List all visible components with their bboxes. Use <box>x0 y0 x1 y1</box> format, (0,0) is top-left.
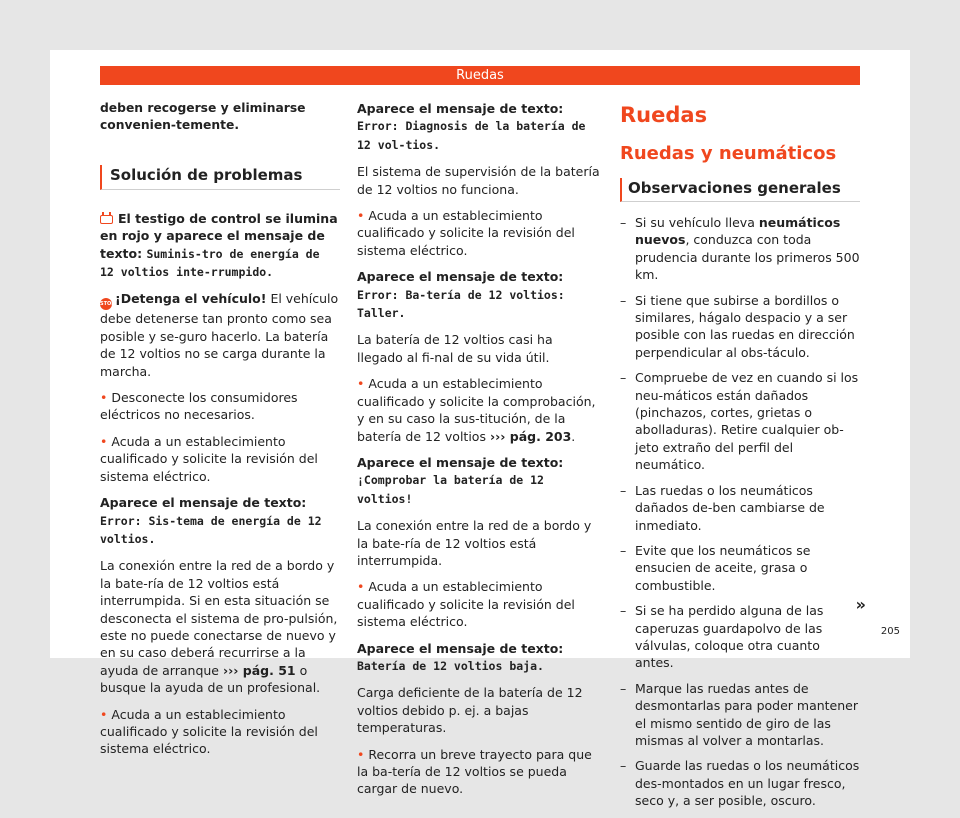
section-title: Solución de problemas <box>100 165 340 190</box>
page-number: 205 <box>880 626 900 637</box>
continue-marker-icon: » <box>855 595 866 614</box>
list-item <box>620 214 860 284</box>
bullet-text: Acuda a un establecimiento cualificado y solicite la revisión del sistema eléctrico. <box>357 579 575 630</box>
paragraph: El sistema de supervisión de la batería de 12 voltios no funciona. <box>357 164 600 197</box>
bullet-dot-icon: • <box>357 208 365 224</box>
warning-code: Suminis-tro de energía de 12 voltios inte-rrumpido. <box>100 246 320 280</box>
message-heading <box>357 640 602 676</box>
bullet-item <box>357 578 602 630</box>
bullet-dot-icon: • <box>100 390 108 406</box>
page-reference-link[interactable]: ››› pág. 203 <box>489 428 572 444</box>
bullet-text: Acuda a un establecimiento cualificado y solicite la revisión del sistema eléctrico. <box>100 433 318 484</box>
stop-label: ¡Detenga el vehículo! <box>115 291 267 307</box>
list-item-emphasis: neumáticos nuevos <box>635 215 841 248</box>
top-note: deben recogerse y eliminarse convenien-temente. <box>100 101 306 133</box>
bullet-item <box>357 207 602 259</box>
bullet-item <box>100 706 340 758</box>
warning-title <box>100 210 340 282</box>
column-right <box>620 100 860 818</box>
paragraph <box>100 557 340 696</box>
list-item-text: Si su vehículo lleva <box>635 215 755 230</box>
bullet-text: Acuda a un establecimiento cualificado y solicite la comprobación, y en su caso la sus-titución, de la batería de 12 voltios <box>357 376 596 444</box>
bullet-text: Acuda a un establecimiento cualificado y solicite la revisión del sistema eléctrico. <box>100 706 318 757</box>
bullet-text: Recorra un breve trayecto para que la ba-tería de 12 voltios se pueda cargar de nuevo. <box>357 746 592 797</box>
paragraph-text: La conexión entre la red de a bordo y la bate-ría de 12 voltios está interrumpida. Si en esta situación se desconecta el sistema de pro-pulsión, este no puede conectarse de nuevo y en su caso deberá recurrirse a la ayuda de arranque <box>100 558 338 678</box>
list-item: – Compruebe de vez en cuando si los neu-máticos están dañados (pinchazos, cortes, grietas o abolladuras). Retire cualquier ob-jeto extraño del perfil del neumático. <box>620 369 860 473</box>
warning-title-text: El testigo de control se ilumina en rojo y aparece el mensaje de texto: <box>100 210 338 261</box>
subsection-heading: Observaciones generales <box>620 178 860 202</box>
stop-paragraph <box>100 290 340 380</box>
list-item: – Si tiene que subirse a bordillos o similares, hágalo despacio y a ser posible con las ruedas en dirección perpendicular al obs-táculo. <box>620 292 860 362</box>
column-middle <box>357 100 602 807</box>
bullet-dot-icon: • <box>100 706 108 722</box>
paragraph: La batería de 12 voltios casi ha llegado al fi-nal de su vida útil. <box>357 332 553 365</box>
message-prefix: Aparece el mensaje de texto: <box>100 495 307 511</box>
page-reference-link[interactable]: ››› pág. 51 <box>222 662 296 678</box>
paragraph: La conexión entre la red de a bordo y la bate-ría de 12 voltios está interrumpida. <box>357 518 592 568</box>
chapter-title: Ruedas <box>620 103 708 127</box>
message-code: Error: Diagnosis de la batería de 12 vol-tios. <box>357 119 586 152</box>
message-prefix: Aparece el mensaje de texto: <box>357 101 564 116</box>
bullet-item <box>100 433 340 485</box>
message-heading <box>100 494 340 548</box>
bullet-dot-icon: • <box>357 376 365 392</box>
section-heading: Ruedas y neumáticos <box>620 143 837 164</box>
message-code: Error: Ba-tería de 12 voltios: Taller. <box>357 287 565 321</box>
battery-warning-lamp-icon <box>100 215 113 224</box>
bullet-item: • Acuda a un establecimiento cualificado y solicite la comprobación, y en su caso la sus-titución, de la batería de 12 voltios ››› pág. 203. <box>357 376 596 444</box>
bullet-dot-icon: • <box>357 746 365 762</box>
list-item: – Las ruedas o los neumáticos dañados de-ben cambiarse de inmediato. <box>620 482 860 534</box>
message-heading <box>357 454 602 508</box>
column-left <box>100 100 340 767</box>
list-item: – Evite que los neumáticos se ensucien de aceite, grasa o combustible. <box>620 542 860 594</box>
advice-list <box>620 214 860 810</box>
bullet-item <box>357 746 602 798</box>
stop-icon: STOP <box>100 298 112 310</box>
paragraph: Carga deficiente de la batería de 12 voltios debido p. ej. a bajas temperaturas. <box>357 685 583 736</box>
chapter-header: Ruedas <box>100 66 860 85</box>
bullet-dot-icon: • <box>100 433 108 449</box>
list-item: – Guarde las ruedas o los neumáticos des-montados en un lugar fresco, seco y, a ser posible, oscuro. <box>620 757 860 809</box>
message-prefix: Aparece el mensaje de texto: <box>357 454 564 470</box>
bullet-text: Desconecte los consumidores eléctricos no necesarios. <box>100 390 298 423</box>
bullet-dot-icon: • <box>357 579 365 595</box>
message-heading <box>357 100 602 154</box>
stop-text: El vehículo debe detenerse tan pronto como sea posible y se-guro hacerlo. La batería de 12 voltios no se carga durante la marcha. <box>100 291 339 379</box>
list-item: – Si se ha perdido alguna de las caperuzas guardapolvo de las válvulas, coloque otra cuanto antes. <box>620 602 860 672</box>
paragraph-text: o busque la ayuda de un profesional. <box>100 662 321 696</box>
message-code: Error: Sis-tema de energía de 12 voltios. <box>100 513 322 546</box>
list-item-text: , conduzca con toda prudencia durante los primeros 500 km. <box>635 232 860 283</box>
list-item: – Marque las ruedas antes de desmontarlas para poder mantener el mismo sentido de giro de las mismas al volver a montarlas. <box>620 680 860 750</box>
bullet-text: Acuda a un establecimiento cualificado y solicite la revisión del sistema eléctrico. <box>357 208 575 258</box>
message-code: ¡Comprobar la batería de 12 voltios! <box>357 473 544 506</box>
message-heading <box>357 268 602 322</box>
message-prefix: Aparece el mensaje de texto: <box>357 269 564 285</box>
message-code: Batería de 12 voltios baja. <box>357 658 544 673</box>
manual-page <box>50 50 910 809</box>
message-prefix: Aparece el mensaje de texto: <box>357 640 564 656</box>
bullet-item <box>100 389 340 424</box>
